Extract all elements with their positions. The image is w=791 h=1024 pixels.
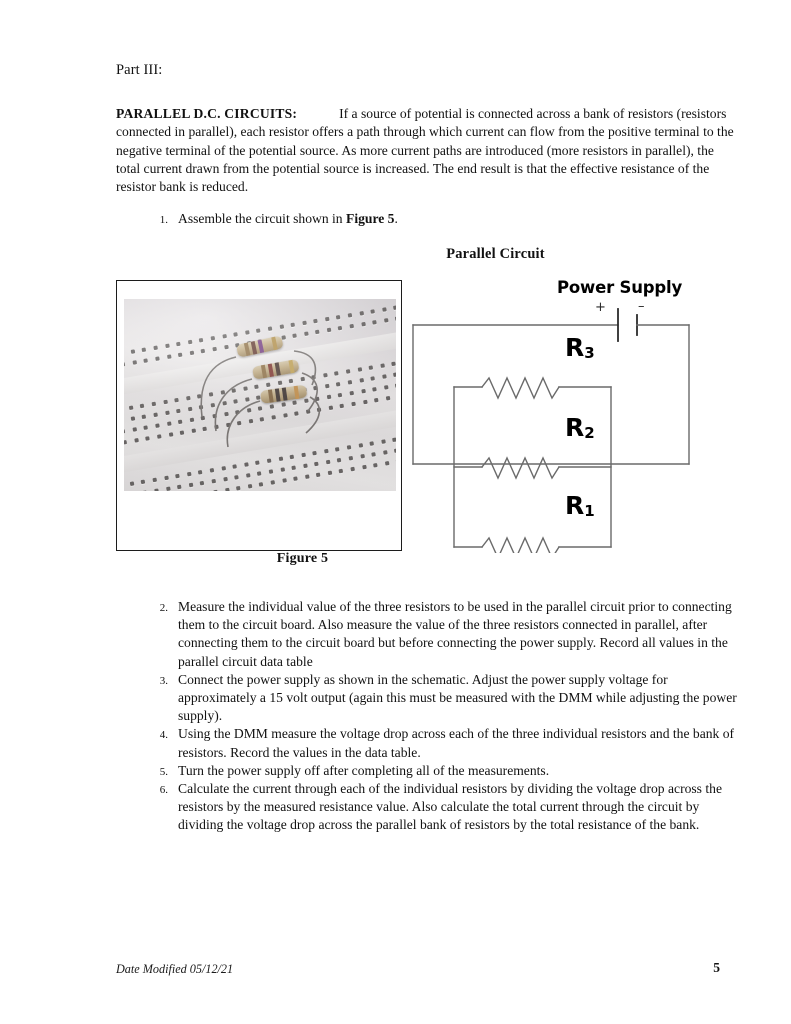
step1-figure-ref: Figure 5 — [346, 211, 395, 226]
step-item-1 — [146, 210, 706, 228]
step-text — [178, 210, 706, 228]
step-number: 5. — [159, 765, 168, 778]
step-item-3 — [146, 671, 746, 726]
schematic-lines — [405, 278, 705, 553]
step-text: Calculate the current through each of the individual resistors by dividing the voltage drop across the resistors by the measured resistance value. Also calculate the total current through the circuit by dividing the voltage drop across the parallel bank of resistors by the total resistance of the bank. — [178, 781, 722, 833]
step-text: Turn the power supply off after completing all of the measurements. — [178, 762, 550, 778]
section-intro-paragraph — [116, 105, 738, 196]
step1-text-before: Assemble the circuit shown in — [178, 211, 347, 226]
step-text: Connect the power supply as shown in the schematic. Adjust the power supply voltage for approximately a 15 volt output (again this must be measured with the DMM while adjusting the power supply). — [178, 671, 737, 724]
figure-caption: Figure 5 — [276, 551, 329, 566]
positive-terminal-sign: + — [595, 300, 606, 315]
page-title: Part III: — [116, 62, 163, 78]
resistor-label-r1: $R_1$ — [565, 491, 595, 520]
step-number: 1. — [159, 214, 168, 226]
intro-body-text: If a source of potential is connected across a bank of resistors (resistors connected in parallel), each resistor offers a path through which current can flow from the positive terminal to the negative terminal of the potential source. As more current paths are introduced (more resistors in parallel), the total current drawn from the potential source is increased. The end result is that the effective resistance of the resistor bank is reduced. — [116, 106, 734, 195]
step-number: 4. — [159, 729, 168, 742]
step-text: Measure the individual value of the three resistors to be used in the parallel circuit prior to connecting them to the circuit board. Also measure the value of the three resistors connected in parallel, after connecting them to the circuit board but before connecting the power supply. Record all values in the parallel circuit data table — [178, 599, 732, 669]
breadboard-photo — [124, 299, 396, 491]
steps-list — [146, 598, 746, 835]
step-number: 6. — [159, 784, 168, 797]
negative-terminal-sign: – — [638, 299, 645, 314]
step-number: 3. — [159, 674, 168, 687]
power-supply-label: Power Supply — [557, 278, 683, 297]
section-label: PARALLEL D.C. CIRCUITS: — [116, 106, 298, 121]
step1-text-after: . — [394, 211, 398, 226]
step-text: Using the DMM measure the voltage drop across each of the three individual resistors and the bank of resistors. Record the values in the data table. — [178, 726, 735, 760]
figure-photo-box — [116, 280, 402, 551]
footer-date-modified: Date Modified 05/12/21 — [116, 962, 234, 976]
step-item-2 — [146, 598, 746, 671]
figure-heading: Parallel Circuit — [446, 246, 545, 262]
step-item-5 — [146, 762, 746, 780]
footer-page-number: 5 — [713, 960, 720, 975]
resistor-label-r3: $R_3$ — [565, 333, 595, 362]
figure-schematic — [405, 278, 705, 553]
resistor-label-r2: $R_2$ — [565, 413, 595, 442]
step-number: 2. — [159, 602, 168, 614]
step-item-6 — [146, 780, 746, 835]
step-item-4 — [146, 725, 746, 761]
